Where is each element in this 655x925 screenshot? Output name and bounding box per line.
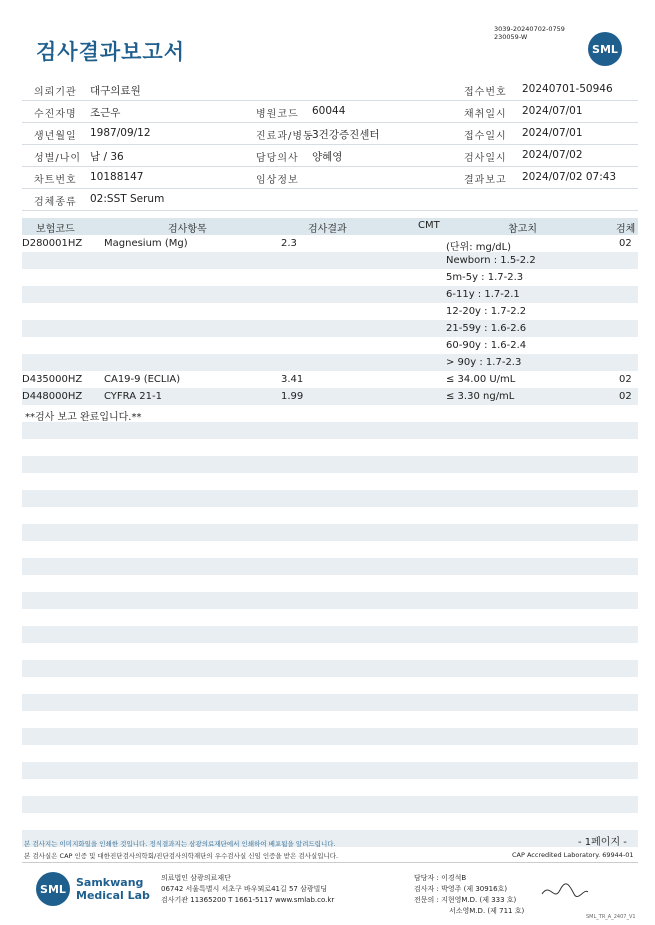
result-row [22, 337, 638, 354]
result-result: 3.41 [281, 374, 304, 385]
result-ref: ≤ 34.00 U/mL [446, 374, 516, 385]
form-version: SML_TR_A_2407_V1 [586, 914, 636, 920]
results-table [22, 218, 638, 855]
staff-line: 담당자 : 이경석B [414, 874, 467, 882]
info-row [22, 189, 638, 211]
result-ref: ≤ 3.30 ng/mL [446, 391, 515, 402]
info-label: 생년월일 [34, 131, 77, 142]
info-value: 2024/07/02 [522, 149, 583, 161]
info-label: 결과보고 [464, 175, 507, 186]
info-value: 2024/07/02 07:43 [522, 171, 617, 183]
info-value: 02:SST Serum [90, 193, 165, 205]
result-result: 2.3 [281, 238, 297, 249]
info-value: 2024/07/01 [522, 127, 583, 139]
info-row [22, 101, 638, 123]
result-item: CYFRA 21-1 [104, 391, 162, 402]
result-row [22, 252, 638, 269]
staff-line: 검사자 : 박영주 (제 30916호) [414, 885, 508, 893]
result-item: CA19-9 (ECLIA) [104, 374, 181, 385]
document-number-line: 230059-W [494, 33, 528, 41]
result-ref: > 90y : 1.7-2.3 [446, 357, 522, 368]
address-line: 06742 서울특별시 서초구 바우뫼로41길 57 삼광빌딩 [161, 885, 328, 893]
result-ref: 12-20y : 1.7-2.2 [446, 306, 527, 317]
info-row [22, 145, 638, 167]
disclaimer: 본 검사지는 이미지화일을 인쇄한 것입니다. 정식결과지는 삼광의료재단에서 인쇄하여 배포됨을 알려드립니다. [24, 840, 336, 848]
row-stripe [22, 558, 638, 575]
row-stripe [22, 796, 638, 813]
info-value: 양혜영 [312, 151, 343, 163]
result-row [22, 354, 638, 371]
info-label: 담당의사 [256, 153, 299, 164]
results-body [22, 235, 638, 855]
row-stripe [22, 490, 638, 507]
row-stripe [22, 456, 638, 473]
patient-info [22, 79, 638, 211]
company-address [161, 873, 334, 906]
address-line: 검사기관 11365200 T 1661-5117 www.smlab.co.kr [161, 896, 335, 904]
info-value: 조근우 [90, 107, 121, 119]
result-ref: 60-90y : 1.6-2.4 [446, 340, 527, 351]
page-title: 검사결과보고서 [36, 40, 186, 64]
page-number: - 1페이지 - [578, 837, 627, 848]
info-label: 검사일시 [464, 153, 507, 164]
info-value: 2024/07/01 [522, 105, 583, 117]
info-label: 수진자명 [34, 109, 77, 120]
address-line: 의료법인 삼광의료재단 [161, 874, 231, 882]
result-row [22, 303, 638, 320]
result-spec: 02 [619, 374, 632, 385]
footer-divider [22, 862, 638, 863]
result-item: Magnesium (Mg) [104, 238, 188, 249]
info-label: 성별/나이 [34, 153, 82, 164]
result-row [22, 235, 638, 252]
result-row [22, 371, 638, 388]
company-name-line: Samkwang [76, 876, 144, 889]
result-code: D435000HZ [22, 374, 83, 385]
result-row [22, 286, 638, 303]
result-ref: (단위: mg/dL) [446, 242, 512, 253]
header-code: 보험코드 [36, 224, 75, 235]
result-ref: Newborn : 1.5-2.2 [446, 255, 536, 266]
staff-list [414, 873, 524, 917]
staff-line: 서소영M.D. (제 711 호) [449, 907, 525, 915]
result-spec: 02 [619, 238, 632, 249]
result-ref: 21-59y : 1.6-2.6 [446, 323, 527, 334]
info-value: 1987/09/12 [90, 127, 151, 139]
info-label: 의뢰기관 [34, 87, 77, 98]
info-label: 병원코드 [256, 109, 299, 120]
result-row [22, 320, 638, 337]
header-ref: 참고치 [508, 224, 537, 235]
info-value: 10188147 [90, 171, 144, 183]
cap-accreditation: CAP Accredited Laboratory. 69944-01 [512, 851, 634, 859]
header-spec: 검체 [616, 224, 636, 235]
sml-footer-logo: SML [36, 872, 70, 906]
company-name-line: Medical Lab [76, 889, 150, 902]
header-cmt: CMT [418, 220, 440, 231]
info-label: 접수번호 [464, 87, 507, 98]
row-stripe [22, 422, 638, 439]
info-value: 20240701-50946 [522, 83, 613, 95]
result-ref: 5m-5y : 1.7-2.3 [446, 272, 524, 283]
result-code: D280001HZ [22, 238, 83, 249]
info-row [22, 167, 638, 189]
result-code: D448000HZ [22, 391, 83, 402]
info-value: 대구의료원 [90, 85, 141, 97]
result-ref: 6-11y : 1.7-2.1 [446, 289, 520, 300]
document-number-line: 3039-20240702-0759 [494, 25, 565, 33]
header-item: 검사항목 [168, 224, 207, 235]
result-note-text: **검사 보고 완료입니다.** [25, 412, 142, 423]
result-row [22, 269, 638, 286]
header-result: 검사결과 [308, 224, 347, 235]
certification-note: 본 검사실은 CAP 인증 및 대한진단검사의학회/진단검사의학재단의 우수검사실 신임 인증을 받은 검사실입니다. [24, 852, 339, 860]
company-name [76, 876, 150, 902]
info-row [22, 123, 638, 145]
results-header [22, 218, 638, 235]
row-stripe [22, 592, 638, 609]
row-stripe [22, 762, 638, 779]
info-value: 3건강증진센터 [312, 129, 380, 141]
staff-line: 전문의 : 지현영M.D. (제 333 호) [414, 896, 517, 904]
info-row [22, 79, 638, 101]
row-stripe [22, 524, 638, 541]
info-label: 차트번호 [34, 175, 77, 186]
row-stripe [22, 660, 638, 677]
info-label: 채취일시 [464, 109, 507, 120]
info-label: 접수일시 [464, 131, 507, 142]
row-stripe [22, 694, 638, 711]
row-stripe [22, 728, 638, 745]
info-label: 검체종류 [34, 197, 77, 208]
info-value: 60044 [312, 105, 346, 117]
info-value: 남 / 36 [90, 151, 124, 163]
result-row [22, 388, 638, 405]
result-note [22, 405, 638, 422]
document-number [494, 25, 565, 41]
info-label: 진료과/병동 [256, 131, 314, 142]
signature [540, 880, 590, 902]
sml-logo: SML [588, 32, 622, 66]
info-label: 임상정보 [256, 175, 299, 186]
result-result: 1.99 [281, 391, 304, 402]
row-stripe [22, 626, 638, 643]
result-spec: 02 [619, 391, 632, 402]
